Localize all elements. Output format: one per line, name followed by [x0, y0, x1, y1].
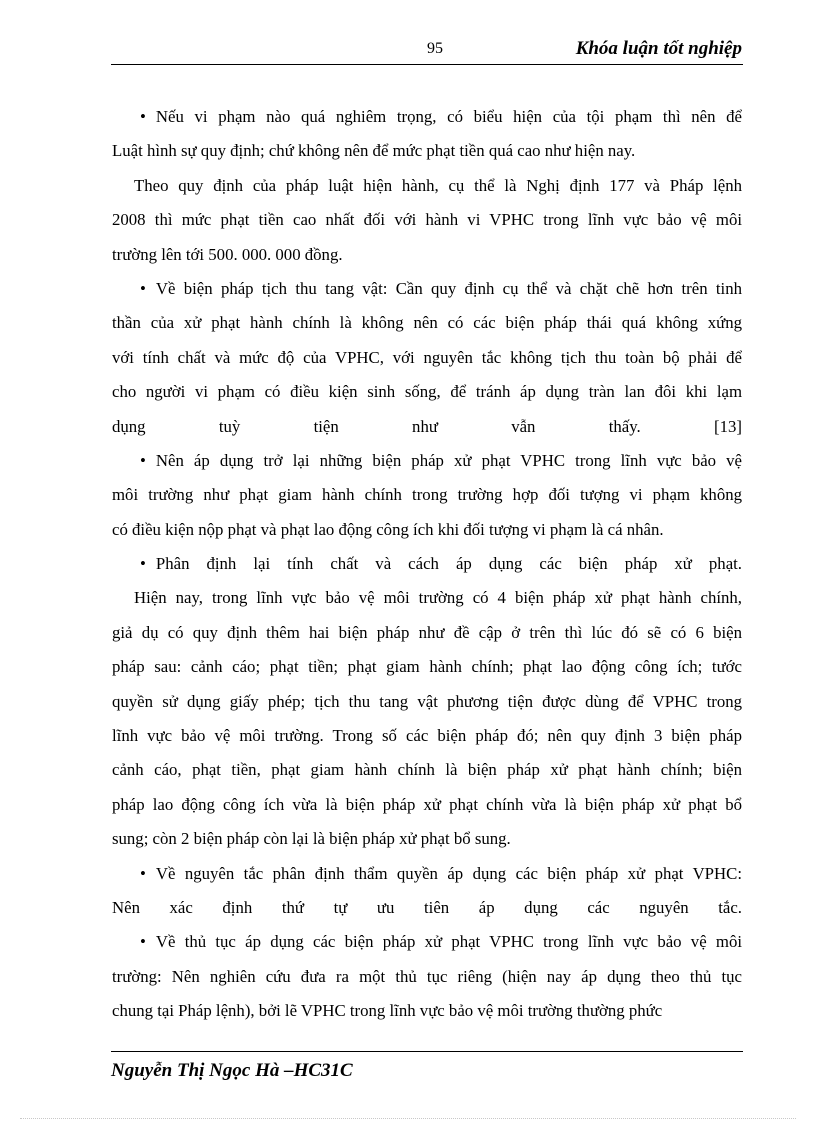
line-text: Nên xác định thứ tự ưu tiên áp dụng các nguyên tắc.	[112, 897, 742, 917]
line-text: Về biện pháp tịch thu tang vật: Cần quy định cụ thể và chặt chẽ hơn trên tinh	[155, 278, 742, 298]
body-text	[112, 100, 742, 1029]
bullet-marker: •	[140, 554, 146, 574]
line-text: chung tại Pháp lệnh), bởi lẽ VPHC trong lĩnh vực bảo vệ môi trường thường phức	[112, 1001, 663, 1021]
text-line	[112, 822, 742, 856]
line-text: lĩnh vực bảo vệ môi trường. Trong số các biện pháp đó; nên quy định 3 biện pháp	[112, 726, 742, 746]
line-text: Theo quy định của pháp luật hiện hành, cụ thể là Nghị định 177 và Pháp lệnh	[134, 175, 742, 195]
bullet-line	[112, 444, 742, 478]
text-line	[112, 513, 742, 547]
line-text: Nên áp dụng trở lại những biện pháp xử phạt VPHC trong lĩnh vực bảo vệ	[155, 450, 742, 470]
bullet-marker: •	[140, 450, 146, 470]
line-text: cảnh cáo, phạt tiền, phạt giam hành chính là biện pháp xử phạt hành chính; biện	[112, 760, 742, 780]
text-line	[112, 719, 742, 753]
text-line	[112, 134, 742, 168]
text-line	[112, 753, 742, 787]
bullet-line	[112, 925, 742, 959]
text-line	[112, 238, 742, 272]
bullet-marker: •	[140, 863, 146, 883]
line-text: Về thủ tục áp dụng các biện pháp xử phạt VPHC trong lĩnh vực bảo vệ môi	[155, 932, 742, 952]
text-line	[112, 650, 742, 684]
line-text: Phân định lại tính chất và cách áp dụng các biện pháp xử phạt.	[155, 554, 742, 574]
bullet-marker: •	[140, 932, 146, 952]
text-line	[112, 581, 742, 615]
text-line	[112, 478, 742, 512]
line-text: sung; còn 2 biện pháp còn lại là biện pháp xử phạt bổ sung.	[112, 829, 511, 849]
bullet-line	[112, 100, 742, 134]
line-text: quyền sử dụng giấy phép; tịch thu tang vật phương tiện được dùng để VPHC trong	[112, 691, 742, 711]
text-line	[112, 375, 742, 409]
line-text: 2008 thì mức phạt tiền cao nhất đối với hành vi VPHC trong lĩnh vực bảo vệ môi	[112, 210, 742, 230]
line-text: pháp lao động công ích vừa là biện pháp xử phạt chính vừa là biện pháp xử phạt bổ	[112, 794, 742, 814]
text-line	[112, 960, 742, 994]
bullet-marker: •	[140, 107, 146, 126]
line-text: giả dụ có quy định thêm hai biện pháp như đề cập ở trên thì lúc đó sẽ có 6 biện	[112, 622, 742, 642]
text-line	[112, 169, 742, 203]
bullet-line	[112, 272, 742, 306]
bullet-marker: •	[140, 278, 146, 298]
bullet-line	[112, 857, 742, 891]
text-line	[112, 341, 742, 375]
line-text: dụng tuỳ tiện như vẫn thấy. [13]	[112, 416, 742, 436]
page-number: 95	[427, 40, 443, 57]
text-line	[112, 685, 742, 719]
footer-rule	[111, 1051, 743, 1052]
line-text: pháp sau: cảnh cáo; phạt tiền; phạt giam hành chính; phạt lao động công ích; tước	[112, 657, 742, 677]
line-text: Hiện nay, trong lĩnh vực bảo vệ môi trường có 4 biện pháp xử phạt hành chính,	[134, 588, 742, 608]
text-line	[112, 203, 742, 237]
text-line	[112, 616, 742, 650]
line-text: Nếu vi phạm nào quá nghiêm trọng, có biểu hiện của tội phạm thì nên để	[155, 107, 742, 126]
line-text: Về nguyên tắc phân định thẩm quyền áp dụng các biện pháp xử phạt VPHC:	[155, 863, 742, 883]
text-line	[112, 891, 742, 925]
header-rule	[111, 64, 743, 65]
line-text: thần của xử phạt hành chính là không nên có các biện pháp thái quá không xứng	[112, 313, 742, 333]
text-line	[112, 306, 742, 340]
line-text: Luật hình sự quy định; chứ không nên để mức phạt tiền quá cao như hiện nay.	[112, 141, 636, 161]
line-text: môi trường như phạt giam hành chính trong trường hợp đối tượng vi phạm không	[112, 485, 742, 505]
line-text: trường: Nên nghiên cứu đưa ra một thủ tục riêng (hiện nay áp dụng theo thủ tục	[112, 966, 742, 986]
text-line	[112, 994, 742, 1028]
line-text: có điều kiện nộp phạt và phạt lao động công ích khi đối tượng vi phạm là cá nhân.	[112, 519, 664, 539]
page-edge-dotted-line	[20, 1118, 796, 1119]
header-title: Khóa luận tốt nghiệp	[575, 38, 742, 59]
line-text: với tính chất và mức độ của VPHC, với nguyên tắc không tịch thu toàn bộ phải để	[112, 347, 742, 367]
bullet-line	[112, 547, 742, 581]
footer-author: Nguyễn Thị Ngọc Hà –HC31C	[111, 1060, 353, 1081]
text-line	[112, 410, 742, 444]
line-text: cho người vi phạm có điều kiện sinh sống, để tránh áp dụng tràn lan đôi khi lạm	[112, 382, 742, 402]
line-text: trường lên tới 500. 000. 000 đồng.	[112, 244, 343, 264]
text-line	[112, 788, 742, 822]
